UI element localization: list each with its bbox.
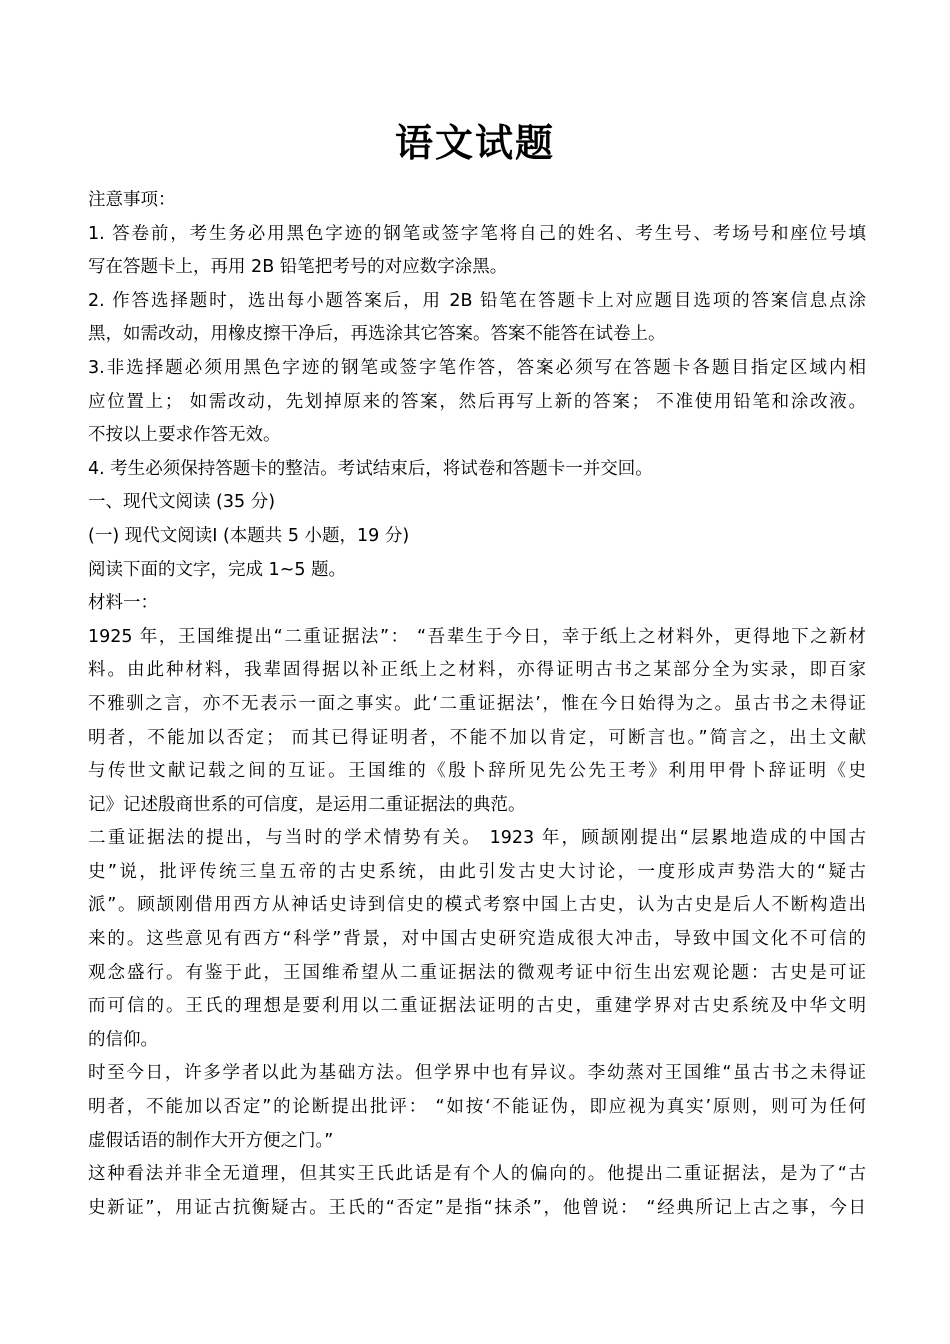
text-line: 不雅驯之言，亦不无表示一面之事实。此‘二重证据法’，惟在今日始得为之。虽古书之未得证 — [88, 693, 866, 714]
text-line: 明者，不能加以否定； 而其已得证明者，不能不加以肯定，可断言也。”简言之，出土文献 — [88, 727, 866, 748]
text-line: 一、现代文阅读 (35 分) — [88, 492, 276, 513]
text-line: 写在答题卡上，再用 2B 铅笔把考号的对应数字涂黑。 — [88, 257, 508, 278]
text-line: 明者，不能加以否定”的论断提出批评： “如按‘不能证伪，即应视为真实’原则，则可为任何 — [88, 1097, 866, 1118]
text-line: 派”。顾颉刚借用西方从神话史诗到信史的模式考察中国上古史，认为古史是后人不断构造出 — [88, 895, 866, 916]
text-line: 材料一： — [88, 593, 158, 614]
text-line: 虚假话语的制作大开方便之门。” — [88, 1130, 334, 1151]
text-line: 观念盛行。有鉴于此，王国维希望从二重证据法的微观考证中衍生出宏观论题：古史是可证 — [88, 962, 866, 983]
page-title: 语文试题 — [394, 121, 555, 165]
text-line: 二重证据法的提出，与当时的学术情势有关。 1923 年，顾颉刚提出“层累地造成的中国古 — [88, 828, 866, 849]
text-line: 来的。这些意见有西方“科学”背景，对中国古史研究造成很大冲击，导致中国文化不可信的 — [88, 929, 866, 950]
text-line: (一) 现代文阅读I (本题共 5 小题，19 分) — [88, 525, 410, 546]
text-line: 而可信的。王氏的理想是要利用以二重证据法证明的古史，重建学界对古史系统及中华文明 — [88, 996, 866, 1017]
text-line: 料。由此种材料，我辈固得据以补正纸上之材料，亦得证明古书之某部分全为实录，即百家 — [88, 660, 866, 681]
text-line: 注意事项： — [88, 190, 176, 210]
text-line: 3.非选择题必须用黑色字迹的钢笔或签字笔作答，答案必须写在答题卡各题目指定区域内相 — [88, 357, 866, 378]
text-line: 记》记述殷商世系的可信度，是运用二重证据法的典范。 — [88, 794, 526, 815]
text-line: 2. 作答选择题时，选出每小题答案后，用 2B 铅笔在答题卡上对应题目选项的答案信息点涂 — [88, 290, 866, 311]
text-line: 时至今日，许多学者以此为基础方法。但学界中也有异议。李幼蒸对王国维“虽古书之未得证 — [88, 1063, 866, 1084]
text-line: 阅读下面的文字，完成 1~5 题。 — [88, 559, 347, 580]
text-line: 黑，如需改动，用橡皮擦干净后，再选涂其它答案。答案不能答在试卷上。 — [88, 324, 666, 345]
text-line: 史”说，批评传统三皇五帝的古史系统，由此引发古史大讨论，一度形成声势浩大的“疑古 — [88, 861, 866, 882]
text-line: 的信仰。 — [88, 1029, 158, 1050]
text-line: 与传世文献记载之间的互证。王国维的《殷卜辞所见先公先王考》利用甲骨卜辞证明《史 — [88, 761, 866, 782]
text-line: 史新证”，用证古抗衡疑古。王氏的“否定”是指“抹杀”，他曾说： “经典所记上古之事，今日 — [88, 1197, 866, 1218]
text-line: 不按以上要求作答无效。 — [88, 425, 281, 446]
text-line: 4. 考生必须保持答题卡的整洁。考试结束后，将试卷和答题卡一并交回。 — [88, 458, 653, 479]
text-line: 1. 答卷前，考生务必用黑色字迹的钢笔或签字笔将自己的姓名、考生号、考场号和座位号填 — [88, 223, 866, 244]
text-line: 应位置上； 如需改动，先划掉原来的答案，然后再写上新的答案； 不准使用铅笔和涂改液。 — [88, 391, 866, 412]
text-line: 这种看法并非全无道理，但其实王氏此话是有个人的偏向的。他提出二重证据法，是为了“古 — [88, 1164, 866, 1185]
text-line: 1925 年，王国维提出“二重证据法”： “吾辈生于今日，幸于纸上之材料外，更得地下之新材 — [88, 626, 866, 647]
document-body — [88, 184, 866, 1225]
